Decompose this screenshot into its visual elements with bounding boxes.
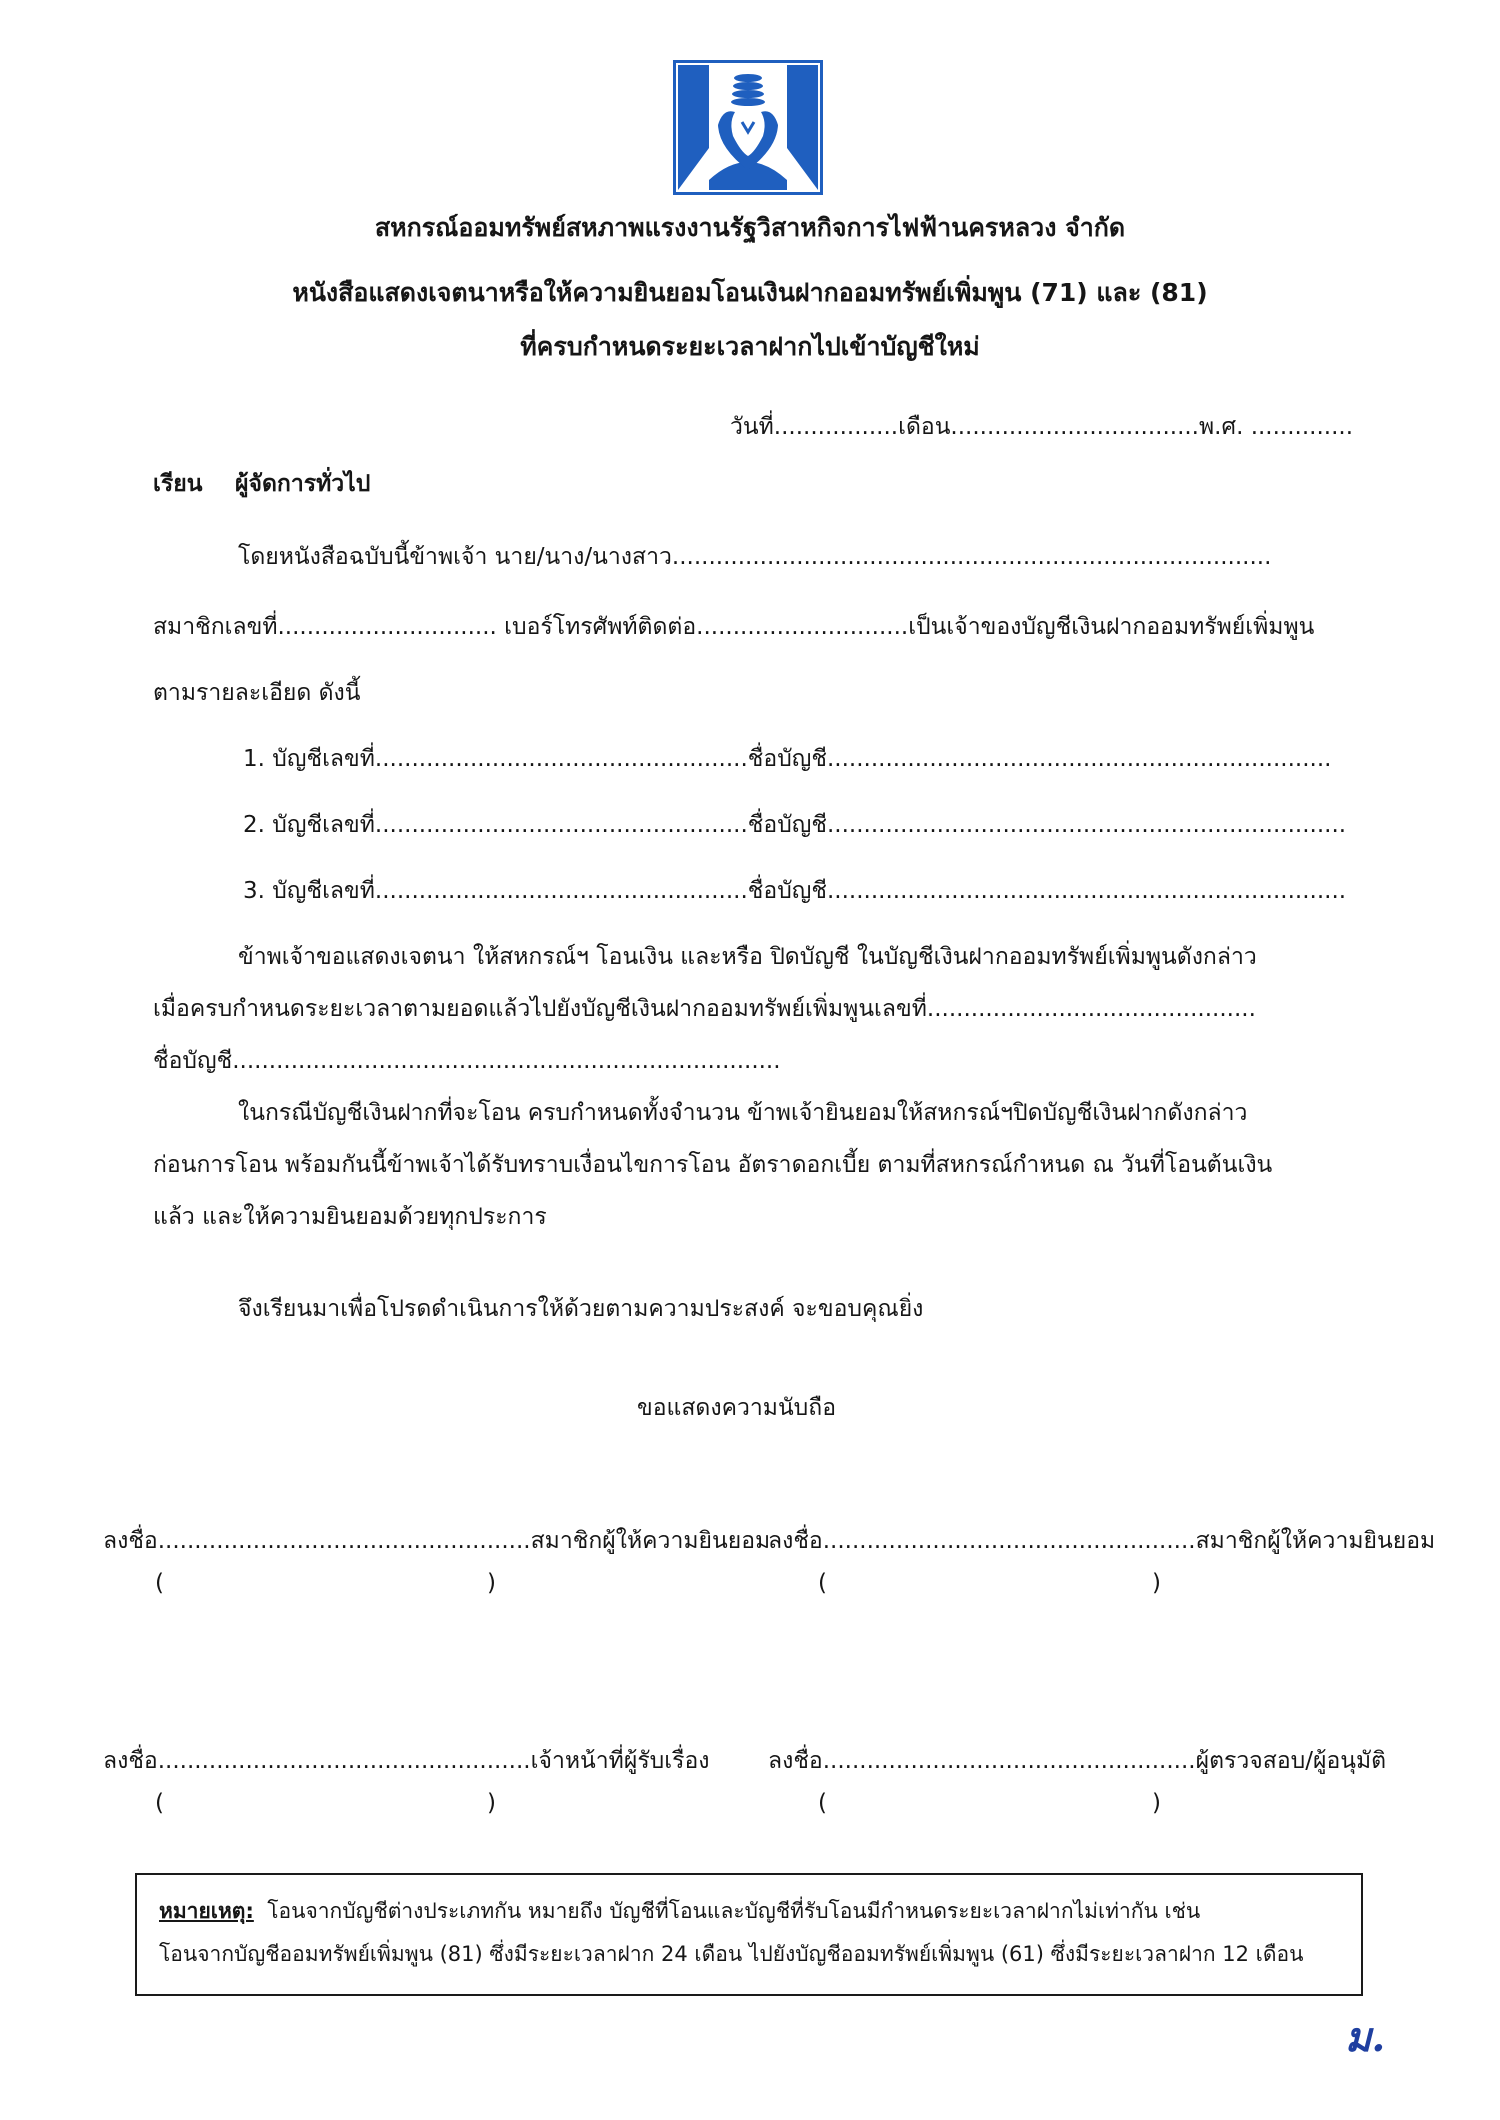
account-line-2[interactable]: 2. บัญชีเลขที่...................................................ชื่อบัญชี.......................................................................	[243, 812, 1347, 838]
note-line-2: โอนจากบัญชีออมทรัพย์เพิ่มพูน (81) ซึ่งมีระยะเวลาฝาก 24 เดือน ไปยังบัญชีออมทรัพย์เพิ่มพูน (61) ซึ่งมีระยะเวลาฝาก 12 เดือน	[159, 1942, 1304, 1966]
closing-request: จึงเรียนมาเพื่อโปรดดำเนินการให้ด้วยตามความประสงค์ จะขอบคุณยิ่ง	[238, 1296, 924, 1322]
consent-paragraph-line-2: ก่อนการโอน พร้อมกันนี้ข้าพเจ้าได้รับทราบเงื่อนไขการโอน อัตราดอกเบี้ย ตามที่สหกรณ์กำหนด ณ วันที่โอนต้นเงิน	[153, 1152, 1273, 1178]
declarant-name-line[interactable]: โดยหนังสือฉบับนี้ข้าพเจ้า นาย/นาง/นางสาว..................................................................................	[238, 544, 1272, 570]
name-paren-close: )	[487, 1570, 496, 1596]
intent-paragraph-line-1: ข้าพเจ้าขอแสดงเจตนา ให้สหกรณ์ฯ โอนเงิน และหรือ ปิดบัญชี ในบัญชีเงินฝากออมทรัพย์เพิ่มพูนดังกล่าว	[238, 944, 1257, 970]
signature-member-left[interactable]: ลงชื่อ...................................................สมาชิกผู้ให้ความยินยอม	[103, 1528, 771, 1554]
signature-approver[interactable]: ลงชื่อ...................................................ผู้ตรวจสอบ/ผู้อนุมัติ	[768, 1748, 1387, 1774]
name-paren-close: )	[1152, 1570, 1161, 1596]
intent-paragraph-line-2[interactable]: เมื่อครบกำหนดระยะเวลาตามยอดแล้วไปยังบัญชีเงินฝากออมทรัพย์เพิ่มพูนเลขที่.............................................	[153, 996, 1256, 1022]
name-paren-open: (	[155, 1570, 164, 1596]
name-paren-open: (	[155, 1790, 164, 1816]
consent-paragraph-line-1: ในกรณีบัญชีเงินฝากที่จะโอน ครบกำหนดทั้งจำนวน ข้าพเจ้ายินยอมให้สหกรณ์ฯปิดบัญชีเงินฝากดังกล่าว	[238, 1100, 1248, 1126]
consent-paragraph-line-3: แล้ว และให้ความยินยอมด้วยทุกประการ	[153, 1204, 547, 1230]
name-paren-close: )	[1152, 1790, 1161, 1816]
signature-staff[interactable]: ลงชื่อ...................................................เจ้าหน้าที่ผู้รับเรื่อง	[103, 1748, 710, 1774]
member-info-line[interactable]: สมาชิกเลขที่.............................. เบอร์โทรศัพท์ติดต่อ.............................เป็นเจ้าของบัญชีเงินฝากออมทรัพย์เพิ่มพูน	[153, 614, 1315, 640]
document-title: หนังสือแสดงเจตนาหรือให้ความยินยอมโอนเงินฝากออมทรัพย์เพิ่มพูน (71) และ (81)	[292, 278, 1208, 307]
account-line-1[interactable]: 1. บัญชีเลขที่...................................................ชื่อบัญชี.....................................................................	[243, 746, 1332, 772]
name-paren-close: )	[487, 1790, 496, 1816]
name-paren-open: (	[818, 1790, 827, 1816]
name-paren-open: (	[818, 1570, 827, 1596]
salutation-recipient: ผู้จัดการทั่วไป	[235, 471, 371, 497]
signature-member-right[interactable]: ลงชื่อ...................................................สมาชิกผู้ให้ความยินยอม	[768, 1528, 1436, 1554]
organization-name: สหกรณ์ออมทรัพย์สหภาพแรงงานรัฐวิสาหกิจการไฟฟ้านครหลวง จำกัด	[374, 213, 1126, 242]
intent-paragraph-line-3[interactable]: ชื่อบัญชี...........................................................................	[153, 1048, 781, 1074]
details-intro: ตามรายละเอียด ดังนี้	[153, 680, 361, 706]
account-line-3[interactable]: 3. บัญชีเลขที่...................................................ชื่อบัญชี.......................................................................	[243, 878, 1347, 904]
date-line[interactable]: วันที่.................เดือน..................................พ.ศ. ..............	[730, 414, 1354, 440]
document-subtitle: ที่ครบกำหนดระยะเวลาฝากไปเข้าบัญชีใหม่	[520, 332, 980, 361]
coop-logo	[673, 60, 823, 195]
handwritten-initials: ม.	[1345, 2014, 1386, 2061]
salutation-label: เรียน	[153, 471, 203, 497]
note-label: หมายเหตุ:	[159, 1899, 254, 1923]
regards: ขอแสดงความนับถือ	[637, 1395, 837, 1421]
note-box	[135, 1873, 1363, 1996]
note-line-1: หมายเหตุ: โอนจากบัญชีต่างประเภทกัน หมายถึง บัญชีที่โอนและบัญชีที่รับโอนมีกำหนดระยะเวลาฝากไม่เท่ากัน เช่น	[159, 1899, 1201, 1923]
